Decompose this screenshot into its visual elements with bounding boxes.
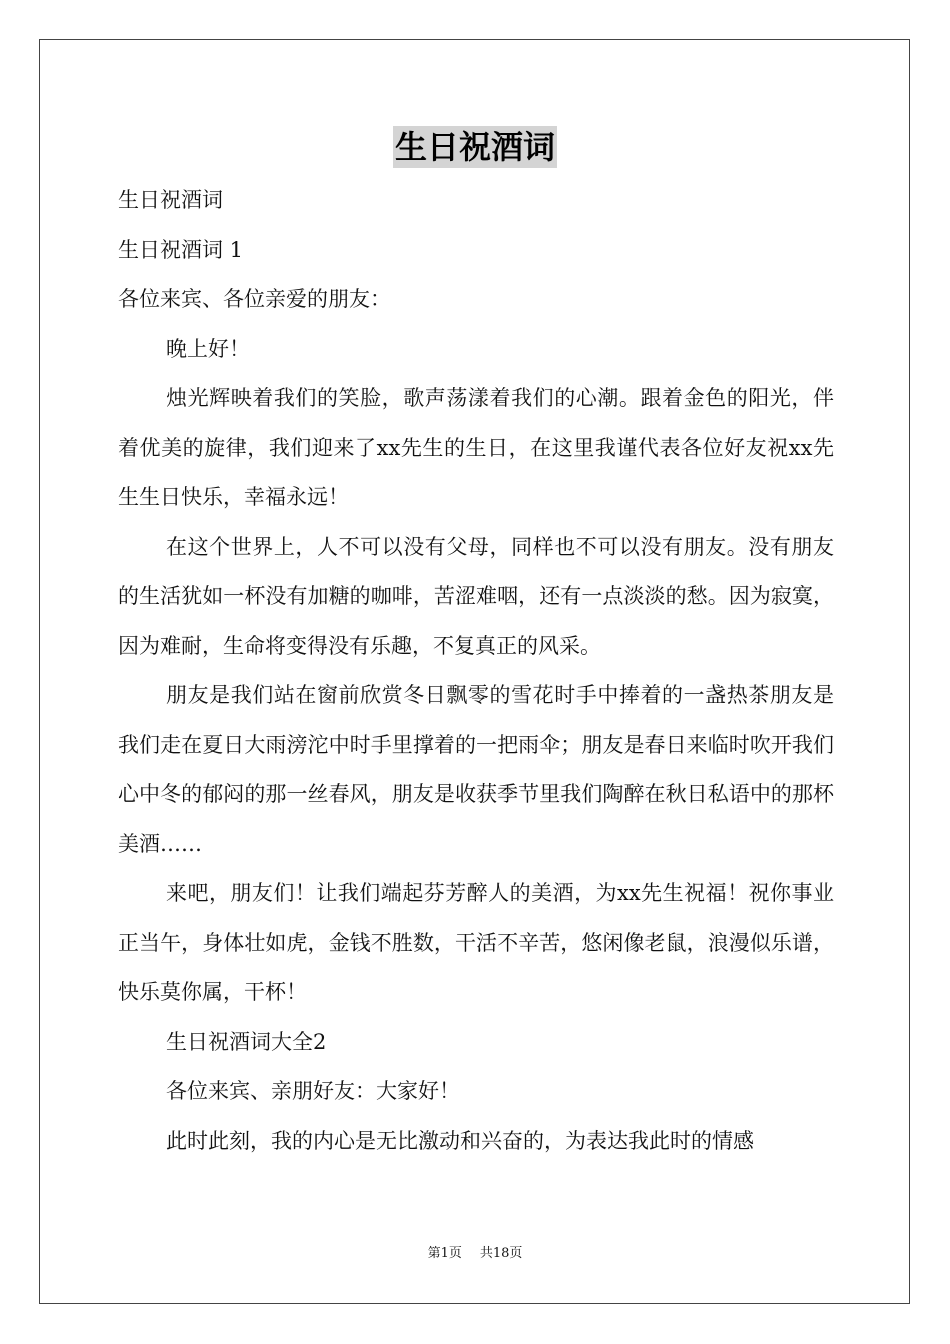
paragraph: 生日祝酒词 (118, 188, 223, 212)
paragraph: 各位来宾、各位亲爱的朋友： (118, 287, 391, 311)
paragraph: 晚上好！ (166, 336, 250, 361)
paragraph: 在这个世界上，人不可以没有父母，同样也不可以没有朋友。没有朋友的生活犹如一杯没有加糖的咖啡，苦涩难咽，还有一点淡淡的愁。因为寂寞，因为难耐，生命将变得没有乐趣，不复真正的风采。 (118, 534, 834, 658)
document-title: 生日祝酒词 (394, 128, 555, 166)
page-footer (0, 1245, 950, 1263)
document-body (118, 176, 834, 1166)
paragraph: 烛光辉映着我们的笑脸，歌声荡漾着我们的心潮。跟着金色的阳光，伴着优美的旋律，我们迎来了xx先生的生日，在这里我谨代表各位好友祝xx先生生日快乐，幸福永远！ (118, 386, 834, 509)
paragraph: 朋友是我们站在窗前欣赏冬日飘零的雪花时手中捧着的一盏热茶朋友是我们走在夏日大雨滂沱中时手里撑着的一把雨伞；朋友是春日来临时吹开我们心中冬的郁闷的那一丝春风，朋友是收获季节里我们陶醉在秋日私语中的那杯美酒…… (118, 683, 834, 856)
paragraph: 生日祝酒词 1 (118, 237, 244, 262)
paragraph: 来吧，朋友们！让我们端起芬芳醉人的美酒，为xx先生祝福！祝你事业正当午，身体壮如虎，金钱不胜数，干活不辛苦，悠闲像老鼠，浪漫似乐谱，快乐莫你属，干杯！ (118, 881, 834, 1004)
page-total: 共18页 (479, 1246, 523, 1261)
title-container (0, 126, 950, 168)
paragraph: 各位来宾、亲朋好友：大家好！ (166, 1079, 460, 1103)
paragraph: 此时此刻，我的内心是无比激动和兴奋的，为表达我此时的情感 (166, 1128, 754, 1153)
page-number: 第1页 (427, 1246, 462, 1261)
paragraph: 生日祝酒词大全2 (166, 1029, 327, 1054)
